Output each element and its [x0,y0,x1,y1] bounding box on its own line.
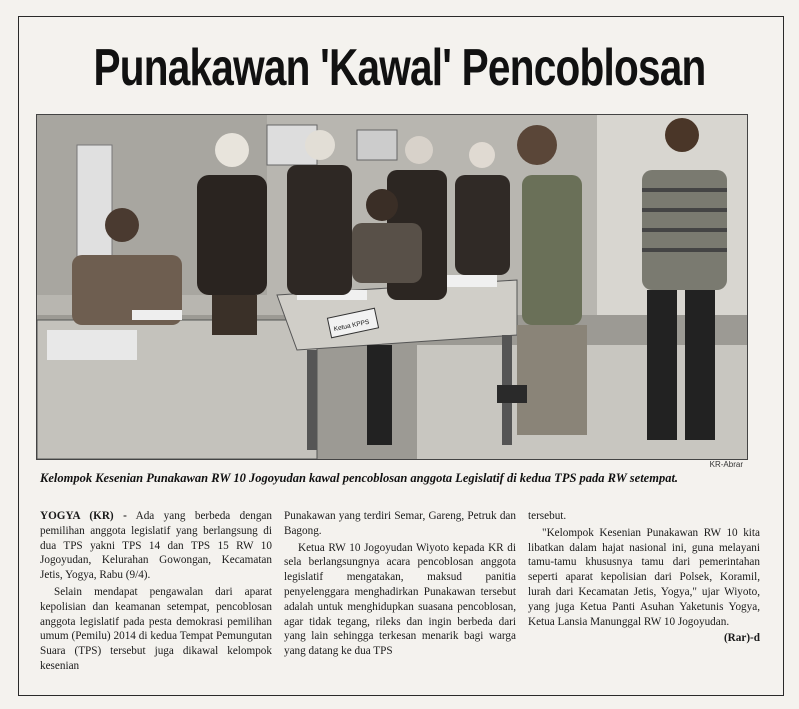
photo-credit: KR-Abrar [709,460,743,469]
article-paragraph: Ada yang berbeda dengan pemilihan anggota legislatif yang berlangsung di dua TPS yakni TPS 14 dan TPS 15 RW 10 Jogoyudan, Kelurahan Gowongan, Kecamatan Jetis, Yogya, Rabu (9/4). [40,510,272,582]
article-column-2 [284,509,516,679]
photo-illustration [37,115,747,459]
frame-left [18,16,19,696]
headline: Punakawan 'Kawal' Pencoblosan [93,39,706,97]
frame-bottom [18,695,784,696]
article-body [40,509,760,679]
article-paragraph: Punakawan yang terdiri Semar, Gareng, Petruk dan Bagong. [284,510,516,537]
frame-right [783,16,784,696]
photo-sign-text: Ketua KPPS [333,318,371,334]
article-paragraph: "Kelompok Kesenian Punakawan RW 10 kita libatkan dalam hajat nasional ini, guna melayani tamu-tamu khususnya tamu dari pemerintahan seperti aparat kepolisian dari Polsek, Koramil, lurah dari Kecamatan Jetis, Yogya," ujar Wiyoto, yang juga Ketua Panti Asuhan Yaketunis Yogya, Ketua Lansia Manunggal RW 10 Jogoyudan. [528,526,760,628]
article-column-3 [528,509,760,679]
article-paragraph: Selain mendapat pengawalan dari aparat kepolisian dan keamanan setempat, pencoblosan anggota legislatif pada pesta demokrasi pemilihan umum (Pemilu) 2014 di kedua Tempat Pemungutan Suara (TPS) tersebut juga dikawal kelompok kesenian [40,585,272,672]
article-paragraph: tersebut. [528,510,567,522]
article-paragraph: Ketua RW 10 Jogoyudan Wiyoto kepada KR di sela berlangsungnya acara pencoblosan anggota legislatif mengatakan, maksud panitia penyelenggara menghadirkan Punakawan tersebut adalah untuk menghidupkan suasana pencoblosan, agar tidak tegang, rileks dan ingin berbeda dari yang lain sehingga terkesan menarik bagi warga yang datang ke dua TPS [284,541,516,658]
news-photo [36,114,748,460]
article-signoff: (Rar)-d [723,632,760,645]
photo-caption: Kelompok Kesenian Punakawan RW 10 Jogoyudan kawal pencoblosan anggota Legislatif di kedua TPS pada RW setempat. [40,471,679,485]
frame-top [18,16,784,17]
article-column-1 [40,509,272,679]
article-dateline: YOGYA (KR) - [40,510,127,522]
